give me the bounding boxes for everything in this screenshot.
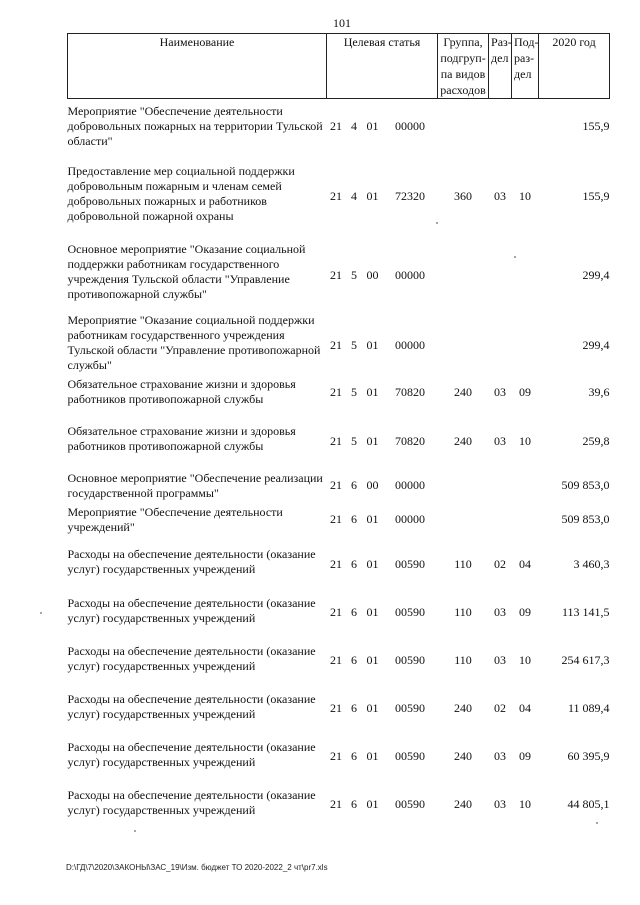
cell-subprogram: 5 xyxy=(351,385,357,399)
cell-direction: 00590 xyxy=(395,797,425,811)
cell-expense-group: 240 xyxy=(454,385,473,399)
cell-name: Расходы на обеспечение деятельности (оказание услуг) государственных учреждений xyxy=(67,739,316,769)
cell-direction: 00590 xyxy=(395,749,425,763)
cell-amount: 509 853,0 xyxy=(561,512,610,526)
cell-amount: 509 853,0 xyxy=(561,478,610,492)
cell-program: 21 xyxy=(330,385,342,399)
cell-expense-group: 360 xyxy=(454,189,473,203)
scan-speck xyxy=(596,822,598,824)
cell-subsection: 10 xyxy=(519,189,532,203)
table-row xyxy=(68,635,610,683)
cell-subsection xyxy=(512,469,539,503)
cell-section: 03 xyxy=(494,749,507,763)
cell-section: 02 xyxy=(494,557,507,571)
cell-direction: 72320 xyxy=(395,189,425,203)
cell-section xyxy=(489,99,512,155)
cell-subsection: 09 xyxy=(519,605,532,619)
cell-section: 03 xyxy=(494,797,507,811)
header-section: Раз-дел xyxy=(489,34,512,99)
cell-amount: 39,6 xyxy=(588,385,610,399)
cell-expense-group xyxy=(438,311,489,375)
cell-subprogram: 6 xyxy=(351,512,357,526)
cell-name: Мероприятие "Обеспечение деятельности добровольных пожарных на территории Тульской области" xyxy=(67,104,323,149)
cell-direction: 70820 xyxy=(395,434,425,448)
header-expense-group: Группа, подгруп-па видов расходов xyxy=(438,34,489,99)
cell-activity: 01 xyxy=(366,749,379,763)
cell-activity: 01 xyxy=(366,189,379,203)
cell-section: 03 xyxy=(494,434,507,448)
cell-subsection xyxy=(512,503,539,537)
cell-subsection: 10 xyxy=(519,434,532,448)
cell-section xyxy=(489,311,512,375)
cell-subsection: 10 xyxy=(519,653,532,667)
cell-subprogram: 6 xyxy=(351,797,357,811)
cell-subprogram: 6 xyxy=(351,653,357,667)
header-target-article: Целевая статья xyxy=(327,34,438,99)
cell-program: 21 xyxy=(330,512,342,526)
cell-subprogram: 5 xyxy=(351,338,357,352)
cell-program: 21 xyxy=(330,797,342,811)
cell-section: 03 xyxy=(494,385,507,399)
cell-direction: 00590 xyxy=(395,653,425,667)
cell-name: Основное мероприятие "Обеспечение реализации государственной программы" xyxy=(67,470,323,500)
cell-name: Расходы на обеспечение деятельности (оказание услуг) государственных учреждений xyxy=(67,595,316,625)
table-row xyxy=(68,233,610,311)
cell-name: Предоставление мер социальной поддержки добровольным пожарным и членам семей добровольных пожарных и работников добровольной пожарной охраны xyxy=(67,163,295,223)
cell-subsection xyxy=(512,311,539,375)
cell-name: Обязательное страхование жизни и здоровья работников противопожарной службы xyxy=(67,423,296,453)
cell-expense-group: 240 xyxy=(454,701,473,715)
scan-speck xyxy=(514,256,516,258)
cell-subsection: 09 xyxy=(519,385,532,399)
cell-program: 21 xyxy=(330,653,342,667)
table-row xyxy=(68,779,610,827)
cell-expense-group xyxy=(438,503,489,537)
cell-subsection xyxy=(512,99,539,155)
cell-activity: 01 xyxy=(366,557,379,571)
cell-expense-group: 110 xyxy=(454,605,472,619)
cell-activity: 01 xyxy=(366,119,379,134)
cell-direction: 70820 xyxy=(395,385,425,399)
cell-section: 02 xyxy=(494,701,507,715)
table-row xyxy=(68,409,610,469)
table-row xyxy=(68,683,610,731)
cell-activity: 01 xyxy=(366,653,379,667)
cell-program: 21 xyxy=(330,605,342,619)
cell-amount: 3 460,3 xyxy=(573,557,610,571)
cell-activity: 00 xyxy=(366,268,379,282)
cell-direction: 00000 xyxy=(395,338,425,352)
cell-program: 21 xyxy=(330,119,342,134)
header-subsection: Под-раз-дел xyxy=(512,34,539,99)
file-path-footer: D:\ГД\7\2020\ЗАКОНЫ\ЗАС_19\Изм. бюджет ТО 2020-2022_2 чт\pr7.xls xyxy=(66,863,328,872)
table-row xyxy=(68,469,610,503)
cell-amount: 254 617,3 xyxy=(561,653,610,667)
cell-program: 21 xyxy=(330,268,342,282)
cell-direction: 00590 xyxy=(395,557,425,571)
cell-direction: 00590 xyxy=(395,605,425,619)
cell-expense-group: 240 xyxy=(454,797,473,811)
table-body xyxy=(68,99,610,827)
cell-subsection: 09 xyxy=(519,749,532,763)
cell-section xyxy=(489,503,512,537)
page-number: 101 xyxy=(333,16,351,30)
cell-expense-group xyxy=(438,469,489,503)
cell-section xyxy=(489,233,512,311)
table-row xyxy=(68,375,610,409)
cell-expense-group: 240 xyxy=(454,749,473,763)
cell-subprogram: 5 xyxy=(351,434,357,448)
table-header-row xyxy=(68,34,610,99)
cell-amount: 259,8 xyxy=(582,434,610,448)
cell-amount: 155,9 xyxy=(582,189,610,203)
cell-section: 03 xyxy=(494,189,507,203)
cell-expense-group: 240 xyxy=(454,434,473,448)
table-row xyxy=(68,731,610,779)
cell-subprogram: 6 xyxy=(351,701,357,715)
cell-subsection: 04 xyxy=(519,701,532,715)
budget-table xyxy=(67,33,610,827)
cell-activity: 01 xyxy=(366,338,379,352)
cell-name: Мероприятие "Обеспечение деятельности учреждений" xyxy=(67,504,283,534)
cell-program: 21 xyxy=(330,557,342,571)
cell-name: Расходы на обеспечение деятельности (оказание услуг) государственных учреждений xyxy=(67,546,316,576)
cell-direction: 00000 xyxy=(395,512,425,526)
cell-subprogram: 6 xyxy=(351,749,357,763)
cell-subsection xyxy=(512,233,539,311)
cell-program: 21 xyxy=(330,189,342,203)
cell-subprogram: 5 xyxy=(351,268,357,282)
header-year: 2020 год xyxy=(539,34,610,99)
cell-subprogram: 4 xyxy=(351,189,357,203)
table-row xyxy=(68,311,610,375)
cell-amount: 299,4 xyxy=(582,268,610,282)
table-row xyxy=(68,99,610,155)
cell-amount: 11 089,4 xyxy=(567,701,610,715)
cell-name: Мероприятие "Оказание социальной поддержки работникам государственного учреждения Тульской области "Управление противопожарной службы" xyxy=(67,312,321,372)
cell-activity: 01 xyxy=(366,434,379,448)
cell-name: Расходы на обеспечение деятельности (оказание услуг) государственных учреждений xyxy=(67,787,316,817)
cell-program: 21 xyxy=(330,701,342,715)
cell-direction: 00000 xyxy=(395,268,425,282)
cell-program: 21 xyxy=(330,478,342,492)
header-name: Наименование xyxy=(68,34,327,99)
cell-amount: 155,9 xyxy=(582,119,610,134)
cell-name: Расходы на обеспечение деятельности (оказание услуг) государственных учреждений xyxy=(67,691,316,721)
table-row xyxy=(68,587,610,635)
cell-amount: 113 141,5 xyxy=(561,605,610,619)
cell-program: 21 xyxy=(330,338,342,352)
cell-expense-group xyxy=(438,233,489,311)
cell-subsection: 04 xyxy=(519,557,532,571)
cell-amount: 299,4 xyxy=(582,338,610,352)
cell-direction: 00000 xyxy=(395,478,425,492)
cell-subsection: 10 xyxy=(519,797,532,811)
cell-activity: 01 xyxy=(366,797,379,811)
cell-subprogram: 4 xyxy=(351,119,357,134)
cell-section: 03 xyxy=(494,653,507,667)
scan-speck xyxy=(40,612,42,614)
cell-direction: 00000 xyxy=(395,119,425,134)
table-row xyxy=(68,537,610,587)
cell-activity: 01 xyxy=(366,385,379,399)
cell-activity: 01 xyxy=(366,512,379,526)
cell-expense-group xyxy=(438,99,489,155)
cell-program: 21 xyxy=(330,749,342,763)
cell-activity: 00 xyxy=(366,478,379,492)
cell-expense-group: 110 xyxy=(454,653,472,667)
cell-subprogram: 6 xyxy=(351,557,357,571)
cell-section xyxy=(489,469,512,503)
cell-amount: 60 395,9 xyxy=(567,749,610,763)
cell-section: 03 xyxy=(494,605,507,619)
cell-program: 21 xyxy=(330,434,342,448)
scan-speck xyxy=(134,830,136,832)
table-row xyxy=(68,155,610,233)
cell-amount: 44 805,1 xyxy=(567,797,610,811)
cell-expense-group: 110 xyxy=(454,557,472,571)
cell-activity: 01 xyxy=(366,701,379,715)
cell-activity: 01 xyxy=(366,605,379,619)
cell-subprogram: 6 xyxy=(351,478,357,492)
table-row xyxy=(68,503,610,537)
cell-name: Расходы на обеспечение деятельности (оказание услуг) государственных учреждений xyxy=(67,643,316,673)
cell-name: Основное мероприятие "Оказание социальной поддержки работникам государственного учреждения Тульской области "Управление противопожарной службы" xyxy=(67,241,306,301)
cell-direction: 00590 xyxy=(395,701,425,715)
cell-name: Обязательное страхование жизни и здоровья работников противопожарной службы xyxy=(67,376,296,406)
cell-subprogram: 6 xyxy=(351,605,357,619)
scan-speck xyxy=(436,222,438,224)
